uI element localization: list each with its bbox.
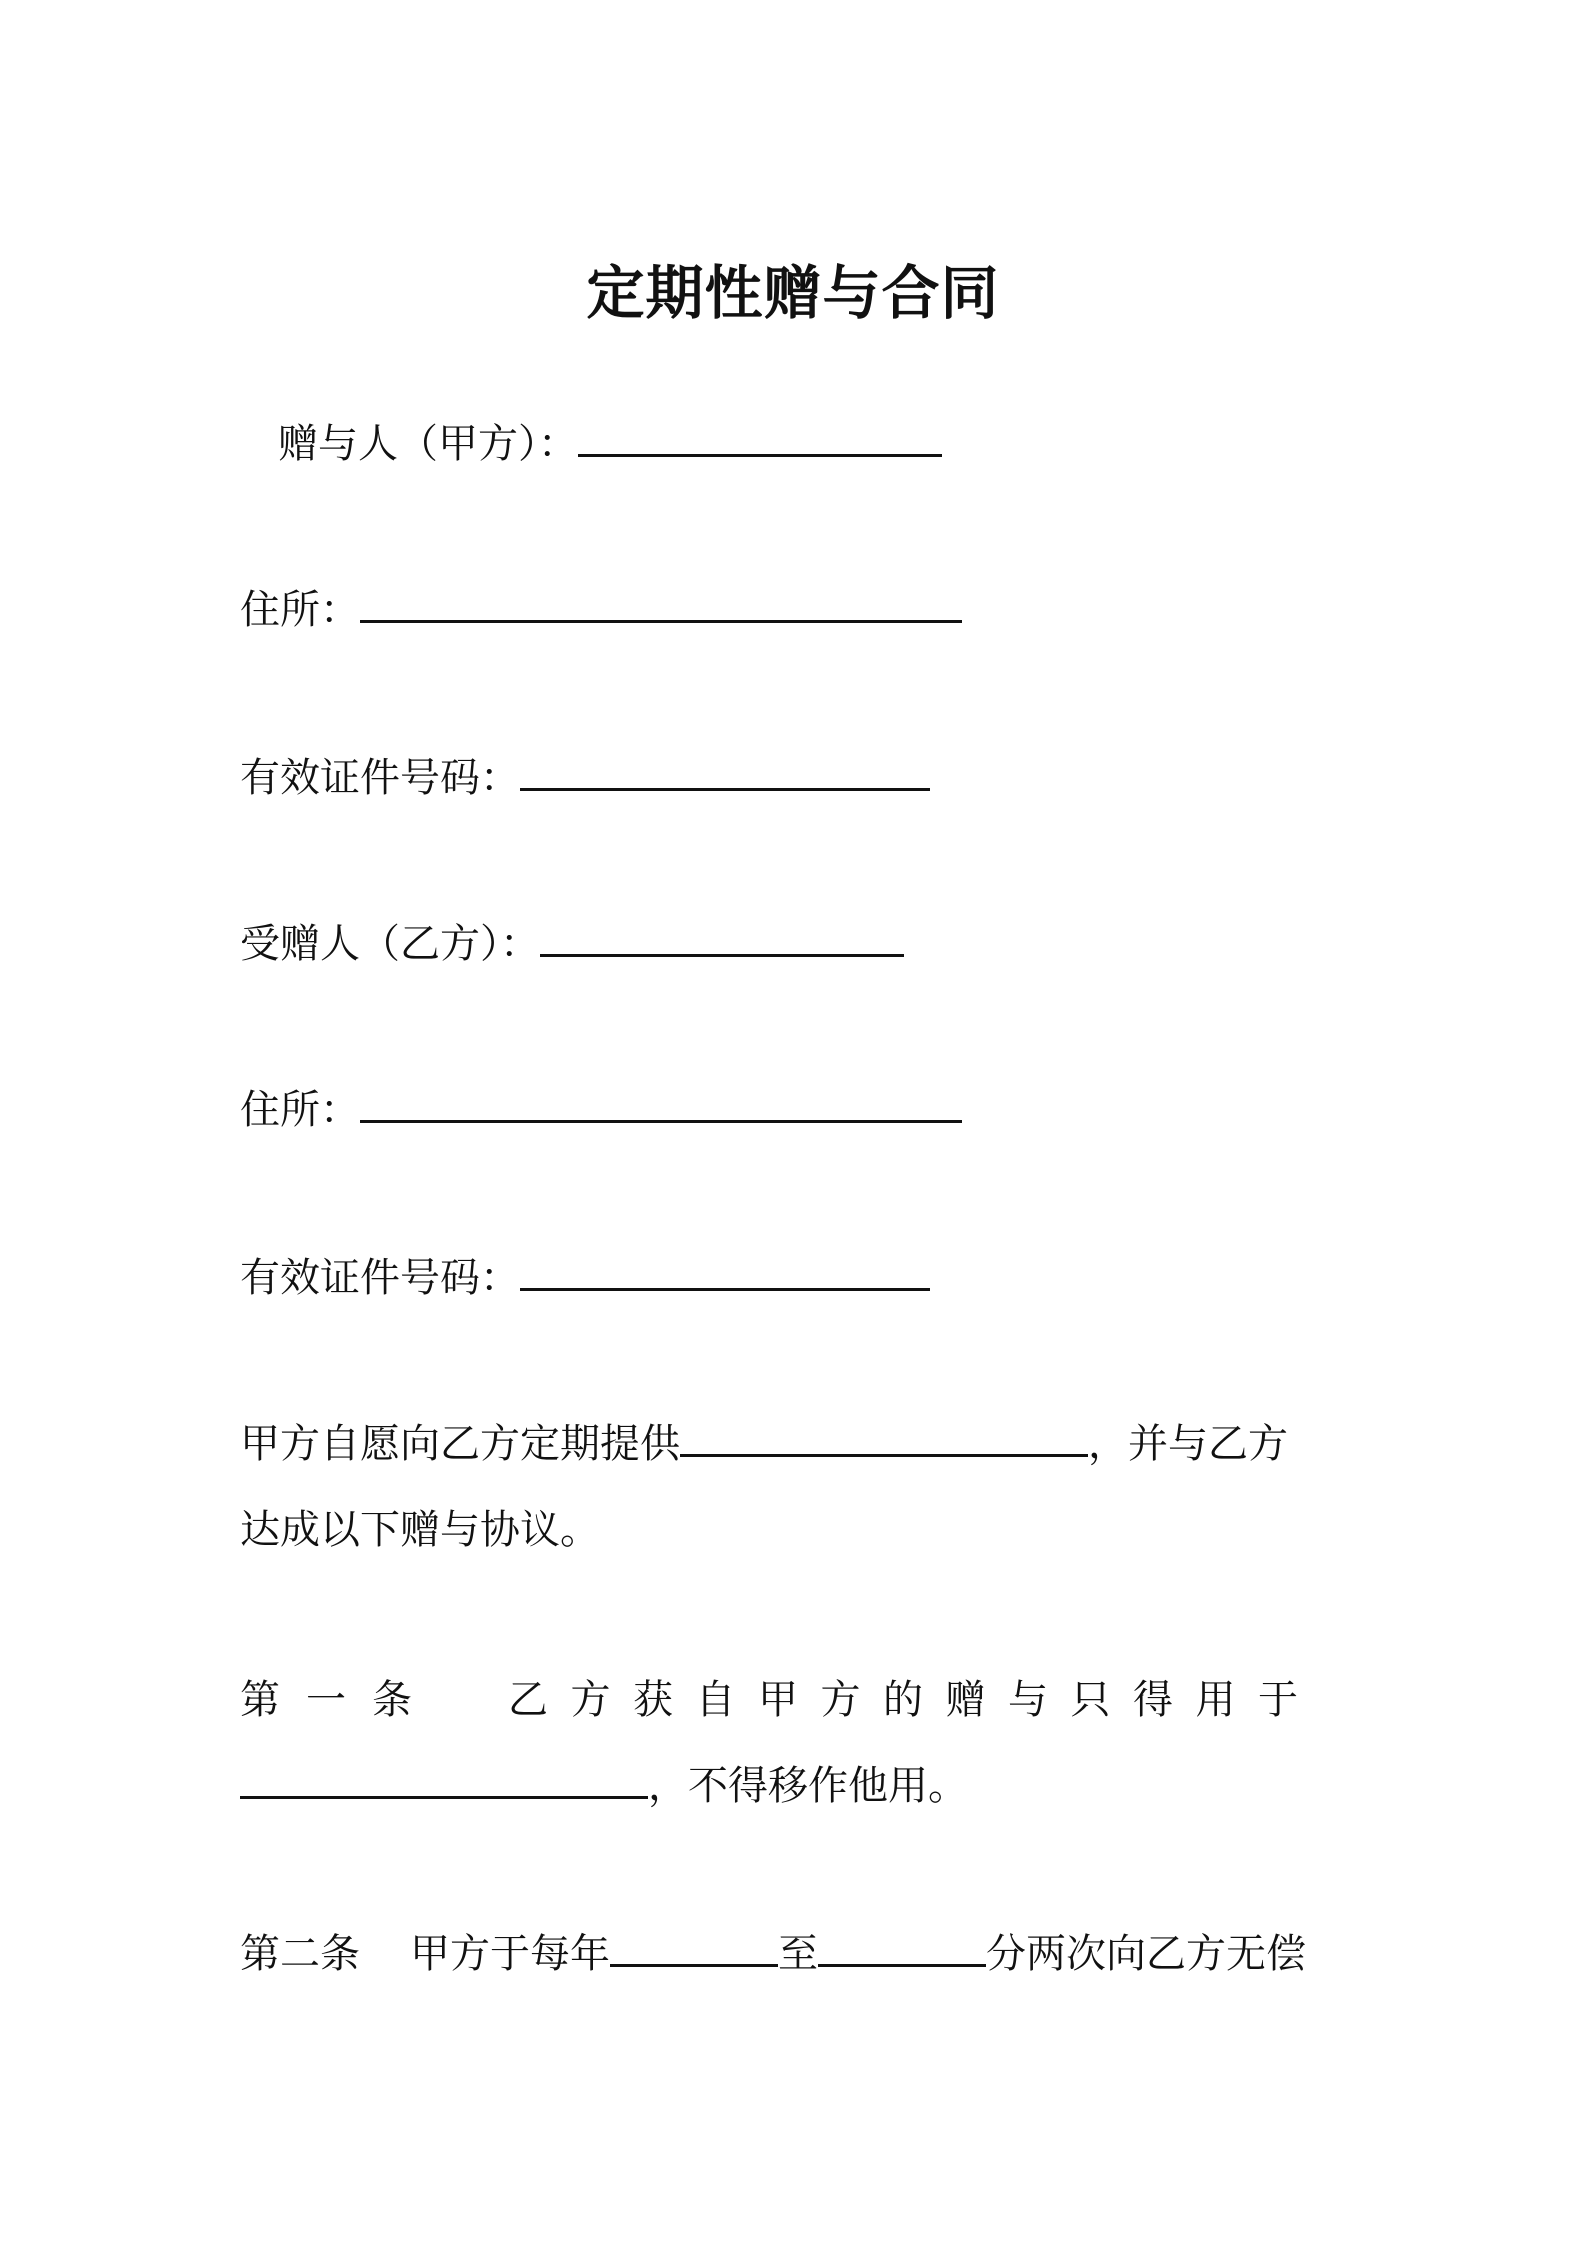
donor-address-label: 住所：: [240, 587, 360, 633]
donee-id-blank[interactable]: [520, 1258, 930, 1291]
donee-id-label: 有效证件号码：: [240, 1255, 520, 1301]
donee-address-line: [240, 1084, 962, 1136]
donor-id-blank[interactable]: [520, 758, 930, 791]
article-2-date-blank-1[interactable]: [610, 1934, 778, 1967]
article-1-line-1: [240, 1674, 1321, 1726]
donor-label: 赠与人（甲方）：: [278, 421, 578, 467]
donor-line: [278, 418, 942, 470]
intro-text-3: 达成以下赠与协议。: [240, 1507, 600, 1553]
article-2-text-1: 甲方于每年: [410, 1931, 610, 1977]
donor-name-blank[interactable]: [578, 424, 942, 457]
page-title: 定期性赠与合同: [586, 259, 1000, 327]
article-2-text-2: 至: [778, 1931, 818, 1977]
intro-text-2: ，并与乙方: [1088, 1421, 1288, 1467]
article-1-cont: ，不得移作他用。: [648, 1763, 968, 1809]
donor-id-label: 有效证件号码：: [240, 755, 520, 801]
article-1-purpose-blank[interactable]: [240, 1766, 648, 1799]
donee-id-line: [240, 1252, 930, 1304]
article-2-label: 第二条: [240, 1931, 360, 1977]
article-1-line-2: [240, 1760, 968, 1812]
intro-text-1: 甲方自愿向乙方定期提供: [240, 1421, 680, 1467]
donor-address-blank[interactable]: [360, 590, 962, 623]
donee-name-blank[interactable]: [540, 924, 904, 957]
donee-label: 受赠人（乙方）：: [240, 921, 540, 967]
article-2-text-3: 分两次向乙方无偿: [986, 1931, 1306, 1977]
intro-line-2: [240, 1504, 600, 1556]
article-1-label: 第一条: [240, 1677, 438, 1723]
donee-address-label: 住所：: [240, 1087, 360, 1133]
donee-line: [240, 918, 904, 970]
donor-id-line: [240, 752, 930, 804]
donee-address-blank[interactable]: [360, 1090, 962, 1123]
intro-item-blank[interactable]: [680, 1424, 1088, 1457]
article-1-text: 乙方获自甲方的赠与只得用于: [508, 1677, 1321, 1723]
article-2-date-blank-2[interactable]: [818, 1934, 986, 1967]
intro-line-1: [240, 1418, 1288, 1470]
donor-address-line: [240, 584, 962, 636]
article-2-line-1: [240, 1928, 1306, 1980]
